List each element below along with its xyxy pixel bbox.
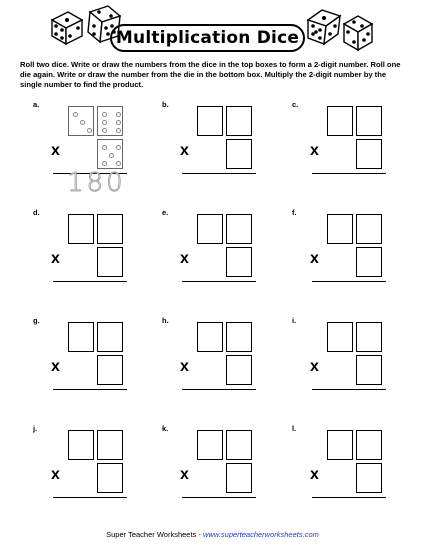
- ones-digit-box[interactable]: [97, 214, 123, 244]
- problem-label: d.: [33, 208, 40, 217]
- die-pip: [116, 161, 121, 166]
- problem-i: [292, 316, 412, 416]
- tens-digit-box[interactable]: [197, 322, 223, 352]
- times-sign: x: [51, 250, 60, 267]
- problem-a: [33, 100, 153, 200]
- tens-digit-box[interactable]: [327, 214, 353, 244]
- multiplier-box[interactable]: [97, 139, 123, 169]
- ones-digit-box[interactable]: [356, 322, 382, 352]
- die-pip: [116, 112, 121, 117]
- problem-label: e.: [162, 208, 169, 217]
- times-sign: x: [51, 142, 60, 159]
- multiplier-box[interactable]: [97, 355, 123, 385]
- answer-line: [182, 389, 256, 390]
- die-pip: [102, 128, 107, 133]
- problem-h: [162, 316, 282, 416]
- tens-digit-box[interactable]: [327, 106, 353, 136]
- problem-label: l.: [292, 424, 297, 433]
- die-pip: [73, 112, 78, 117]
- multiplier-box[interactable]: [356, 355, 382, 385]
- problem-b: [162, 100, 282, 200]
- multiplier-box[interactable]: [226, 247, 252, 277]
- dice-icon: [304, 4, 344, 48]
- problem-l: [292, 424, 412, 524]
- answer-line: [312, 497, 386, 498]
- dice-icon: [48, 6, 84, 46]
- problem-label: f.: [292, 208, 297, 217]
- problem-g: [33, 316, 153, 416]
- ones-digit-box[interactable]: [226, 214, 252, 244]
- die-pip: [87, 128, 92, 133]
- die-pip: [102, 112, 107, 117]
- multiplier-box[interactable]: [226, 355, 252, 385]
- die-pip: [102, 145, 107, 150]
- dice-icon: [340, 12, 374, 52]
- tens-digit-box[interactable]: [197, 214, 223, 244]
- ones-digit-box[interactable]: [356, 214, 382, 244]
- times-sign: x: [180, 250, 189, 267]
- times-sign: x: [310, 142, 319, 159]
- footer-text: Super Teacher Worksheets -: [106, 530, 203, 539]
- multiplier-box[interactable]: [226, 139, 252, 169]
- answer-line: [53, 281, 127, 282]
- tens-digit-box[interactable]: [327, 322, 353, 352]
- tens-digit-box[interactable]: [68, 322, 94, 352]
- tens-digit-box[interactable]: [197, 106, 223, 136]
- ones-digit-box[interactable]: [97, 106, 123, 136]
- ones-digit-box[interactable]: [97, 430, 123, 460]
- problem-d: [33, 208, 153, 308]
- answer-line: [182, 497, 256, 498]
- problem-label: b.: [162, 100, 169, 109]
- problem-e: [162, 208, 282, 308]
- die-pip: [116, 120, 121, 125]
- tens-digit-box[interactable]: [197, 430, 223, 460]
- multiplier-box[interactable]: [226, 463, 252, 493]
- multiplier-box[interactable]: [356, 463, 382, 493]
- footer-link[interactable]: www.superteacherworksheets.com: [202, 530, 319, 539]
- ones-digit-box[interactable]: [226, 106, 252, 136]
- problem-label: g.: [33, 316, 40, 325]
- die-pip: [116, 128, 121, 133]
- header: [0, 0, 425, 60]
- times-sign: x: [180, 466, 189, 483]
- answer-line: [312, 173, 386, 174]
- ones-digit-box[interactable]: [356, 106, 382, 136]
- problem-f: [292, 208, 412, 308]
- problem-j: [33, 424, 153, 524]
- tens-digit-box[interactable]: [327, 430, 353, 460]
- answer-line: [182, 173, 256, 174]
- problem-label: j.: [33, 424, 38, 433]
- ones-digit-box[interactable]: [226, 322, 252, 352]
- times-sign: x: [51, 466, 60, 483]
- die-pip: [116, 145, 121, 150]
- multiplier-box[interactable]: [97, 247, 123, 277]
- problem-label: k.: [162, 424, 169, 433]
- problem-label: i.: [292, 316, 297, 325]
- ones-digit-box[interactable]: [226, 430, 252, 460]
- problem-c: [292, 100, 412, 200]
- multiplier-box[interactable]: [356, 139, 382, 169]
- multiplier-box[interactable]: [97, 463, 123, 493]
- instructions: Roll two dice. Write or draw the numbers from the dice in the top boxes to form a 2-digit number. Roll one die again. Write or draw the number from the die in the bottom box. Multiply the 2-digit number by the single number to find the product.: [20, 60, 401, 89]
- times-sign: x: [310, 358, 319, 375]
- answer-line: [312, 389, 386, 390]
- problem-label: h.: [162, 316, 169, 325]
- answer-line: [312, 281, 386, 282]
- multiplier-box[interactable]: [356, 247, 382, 277]
- footer: [0, 530, 425, 539]
- times-sign: x: [310, 250, 319, 267]
- die-pip: [102, 120, 107, 125]
- die-pip: [109, 153, 114, 158]
- example-product: 180: [67, 168, 126, 198]
- problem-label: c.: [292, 100, 299, 109]
- times-sign: x: [310, 466, 319, 483]
- times-sign: x: [180, 142, 189, 159]
- die-pip: [102, 161, 107, 166]
- problem-k: [162, 424, 282, 524]
- tens-digit-box[interactable]: [68, 106, 94, 136]
- page-title: Multiplication Dice: [110, 24, 305, 52]
- tens-digit-box[interactable]: [68, 214, 94, 244]
- answer-line: [182, 281, 256, 282]
- times-sign: x: [51, 358, 60, 375]
- ones-digit-box[interactable]: [97, 322, 123, 352]
- problem-label: a.: [33, 100, 40, 109]
- times-sign: x: [180, 358, 189, 375]
- answer-line: [53, 389, 127, 390]
- answer-line: [53, 497, 127, 498]
- die-pip: [80, 120, 85, 125]
- tens-digit-box[interactable]: [68, 430, 94, 460]
- ones-digit-box[interactable]: [356, 430, 382, 460]
